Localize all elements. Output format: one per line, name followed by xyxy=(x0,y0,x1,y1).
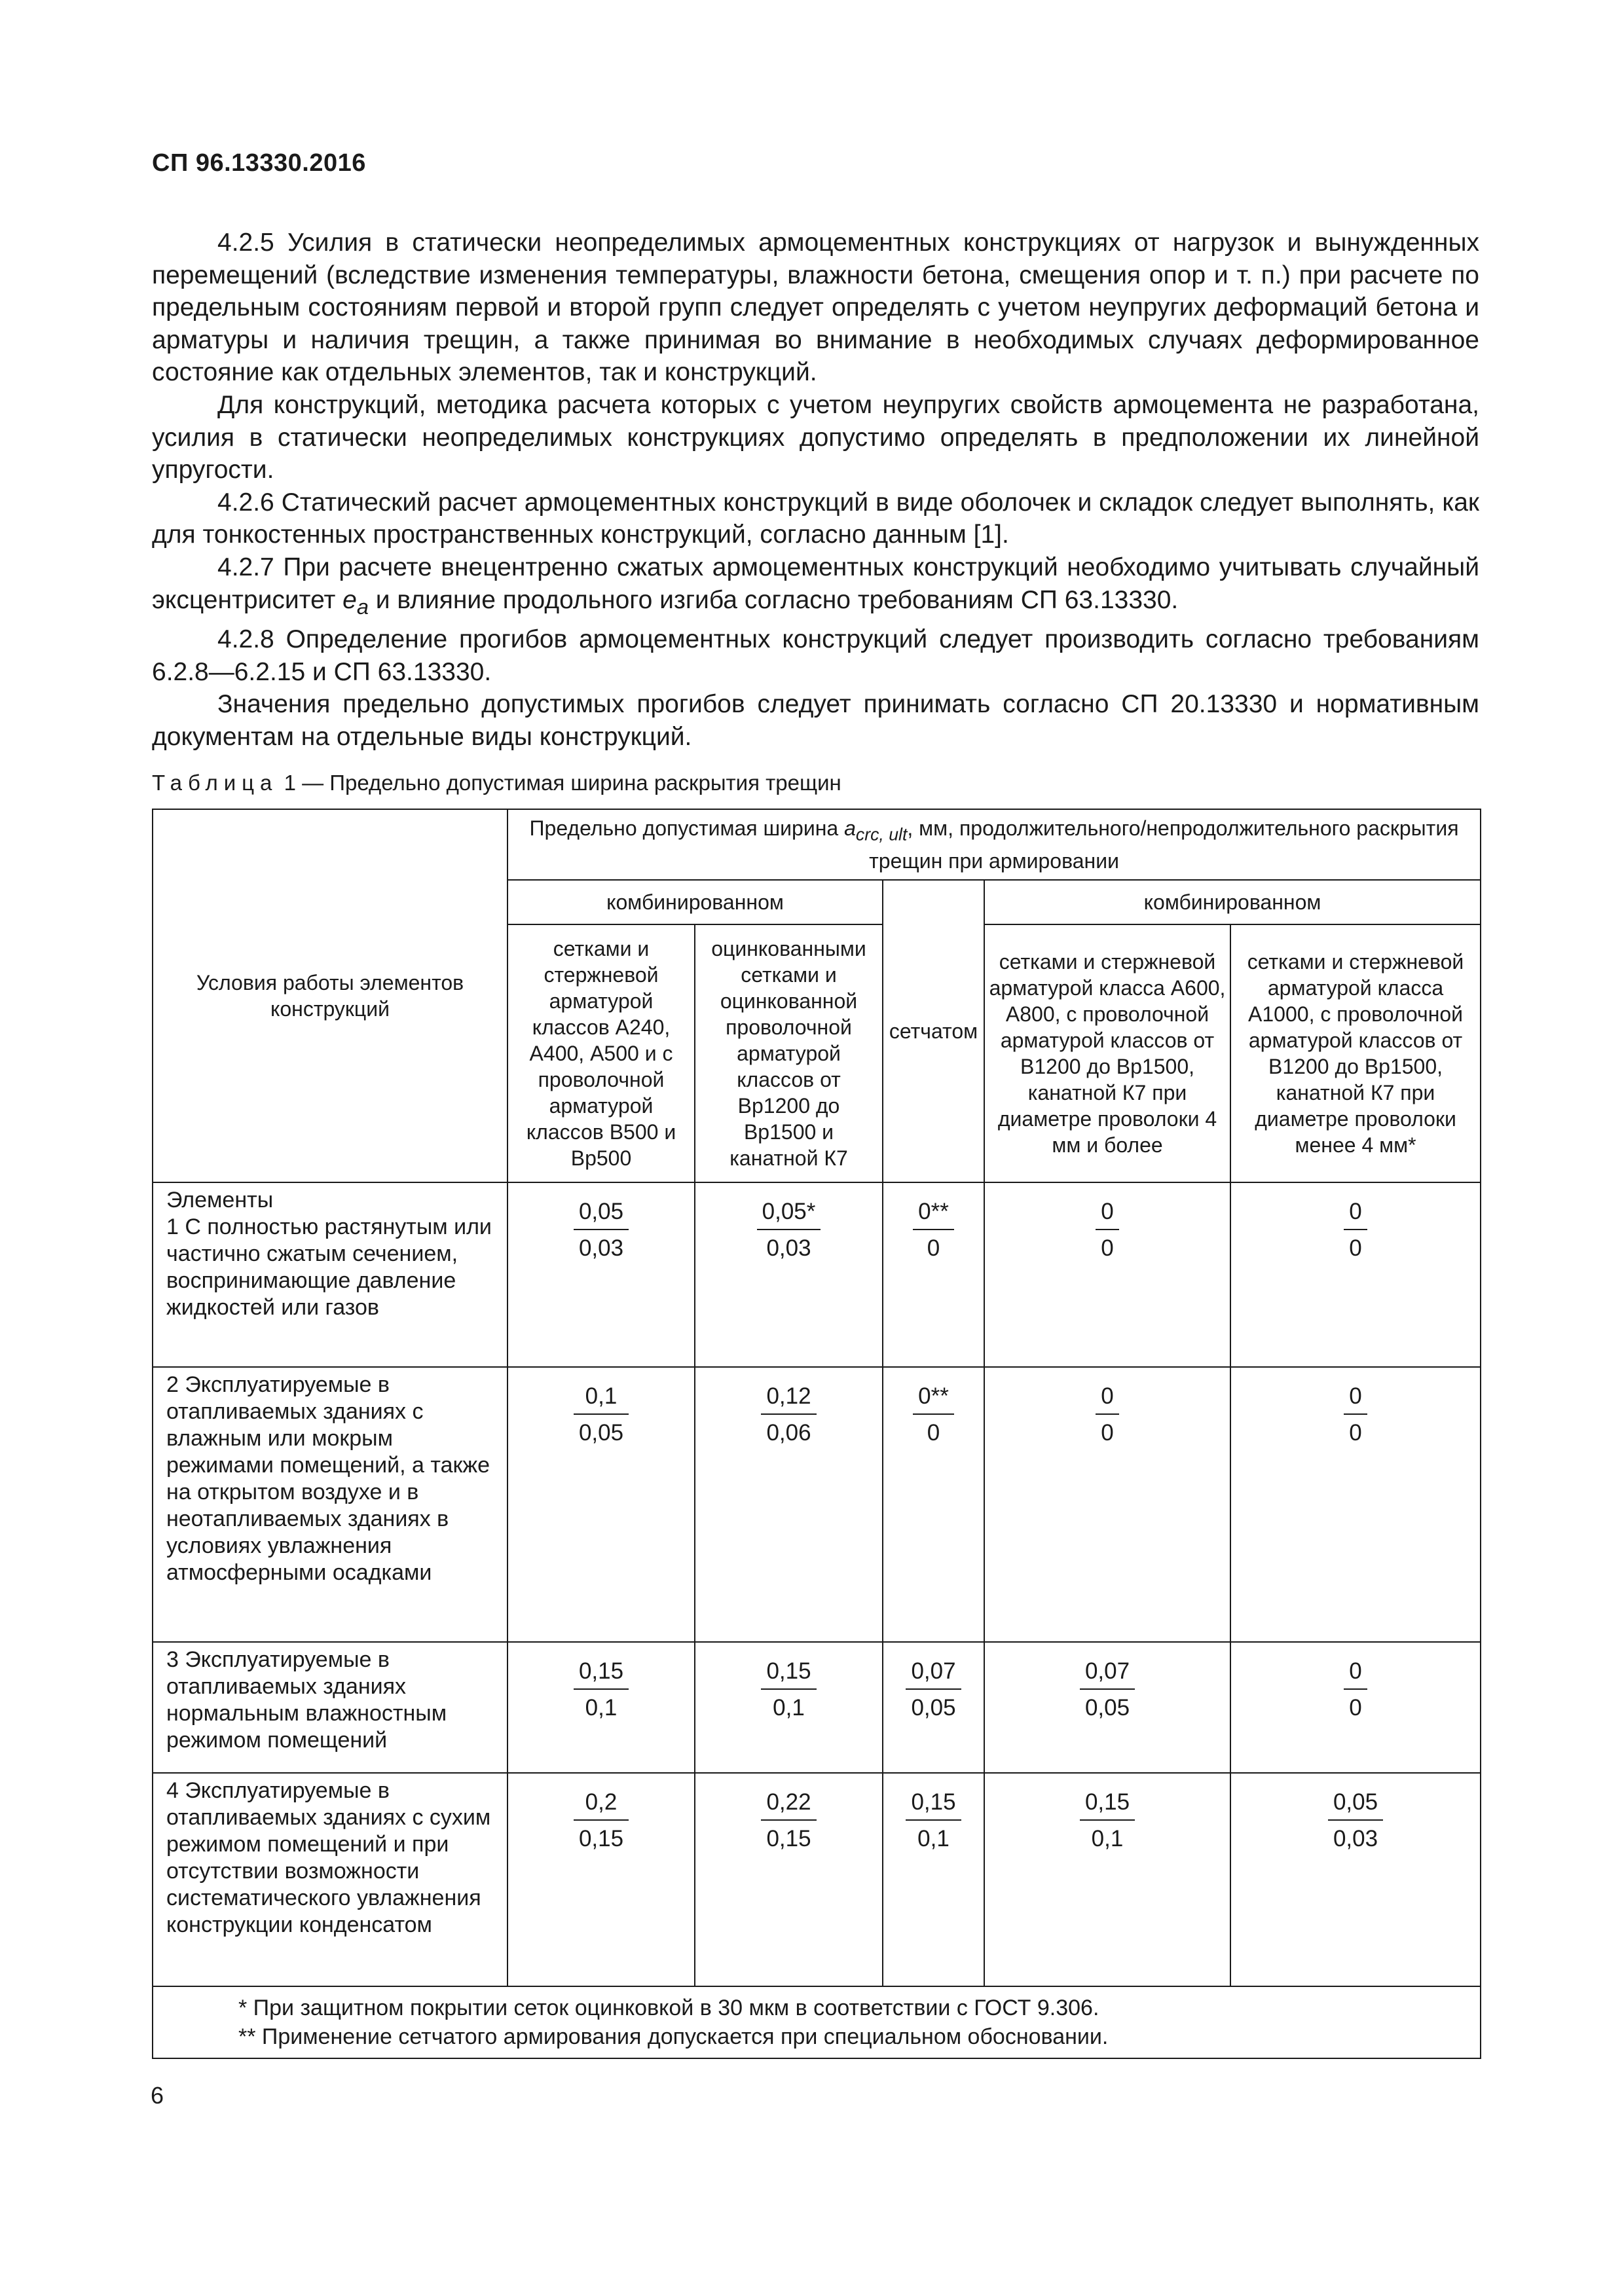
fraction-value: $\frac{0,05}{0,03}$ xyxy=(574,1199,629,1262)
fraction-value: $\frac{0,15}{0,1}$ xyxy=(1080,1789,1135,1852)
fraction-value: $\frac{0}{0}$ xyxy=(1096,1199,1118,1262)
row-label: 4 Эксплуатируемые в отапливаемых зданиях с сухим режимом помещений и при отсутствии возможности систематического увлажнения конструкции конденсатом xyxy=(153,1773,507,1986)
fraction-value: $\frac{0}{0}$ xyxy=(1344,1383,1367,1446)
fraction-value: $\frac{0,15}{0,1}$ xyxy=(574,1658,629,1721)
table-notes xyxy=(153,1986,1481,2058)
paragraph-4-2-8: 4.2.8 Определение прогибов армоцементных конструкций следует производить согласно требованиям 6.2.8—6.2.15 и СП 63.13330. xyxy=(152,625,1479,686)
row-label: 2 Эксплуатируемые в отапливаемых зданиях с влажным или мокрым режимами помещений, а также на открытом воздухе и в неотапливаемых зданиях в условиях увлажнения атмосферными осадками xyxy=(153,1367,507,1642)
header-col-5: сетками и стержневой арматурой класса А1000, с проволочной арматурой классов от В1200 до Вр1500, канатной К7 при диаметре проволоки менее 4 мм* xyxy=(1230,924,1481,1182)
fraction-value: $\frac{0,07}{0,05}$ xyxy=(1080,1658,1135,1721)
fraction-value: $\frac{0}{0}$ xyxy=(1344,1658,1367,1721)
fraction-value: $\frac{0,15}{0,1}$ xyxy=(906,1789,961,1852)
body-text xyxy=(152,227,1479,753)
fraction-value: $\frac{0}{0}$ xyxy=(1096,1383,1118,1446)
header-combined-left: комбинированном xyxy=(507,880,883,924)
fraction-value: $\frac{0,1}{0,05}$ xyxy=(574,1383,629,1446)
fraction-value: $\frac{0,15}{0,1}$ xyxy=(761,1658,816,1721)
fraction-value: $\frac{0}{0}$ xyxy=(1344,1199,1367,1262)
crack-width-table xyxy=(152,809,1481,2059)
row-label: 3 Эксплуатируемые в отапливаемых зданиях нормальным влажностным режимом помещений xyxy=(153,1642,507,1773)
table-row xyxy=(153,1367,1481,1642)
paragraph-linear-elasticity: Для конструкций, методика расчета которых с учетом неупругих свойств армоцемента не разработана, усилия в статически неопределимых конструкциях допустимо определять в предположении их линейной упругости. xyxy=(152,390,1479,484)
header-col-1: сетками и стержневой арматурой классов А240, А400, А500 и с проволочной арматурой классов В500 и Вр500 xyxy=(507,924,695,1182)
table-body xyxy=(153,1182,1481,2058)
fraction-value: $\frac{0,2}{0,15}$ xyxy=(574,1789,629,1852)
header-col-4: сетками и стержневой арматурой класса А600, А800, с проволочной арматурой классов от В1200 до Вр1500, канатной К7 при диаметре проволоки 4 мм и более xyxy=(984,924,1230,1182)
table-caption: Таблица 1 — Предельно допустимая ширина раскрытия трещин xyxy=(152,771,841,795)
paragraph-4-2-5: 4.2.5 Усилия в статически неопределимых армоцементных конструкциях от нагрузок и вынужденных перемещений (вследствие изменения температуры, влажности бетона, смещения опор и т. п.) при расчете по предельным состояниям первой и второй групп следует определять с учетом неупругих деформаций бетона и арматуры и наличия трещин, а также принимая во внимание в необходимых случаях деформированное состояние как отдельных элементов, так и конструкций. xyxy=(152,228,1479,387)
table-notes-row xyxy=(153,1986,1481,2058)
table-row xyxy=(153,1642,1481,1773)
table-row xyxy=(153,1182,1481,1367)
table-row xyxy=(153,1773,1481,1986)
fraction-value: $\frac{0,07}{0,05}$ xyxy=(906,1658,961,1721)
page-number: 6 xyxy=(151,2082,164,2109)
note-zinc-coating: * При защитном покрытии сеток оцинковкой в 30 мкм в соответствии с ГОСТ 9.306. xyxy=(238,1995,1099,2020)
header-mesh: сетчатом xyxy=(883,880,984,1182)
paragraph-deflections: Значения предельно допустимых прогибов следует принимать согласно СП 20.13330 и нормативным документам на отдельные виды конструкций. xyxy=(152,690,1479,751)
fraction-value: $\frac{0**}{0}$ xyxy=(913,1383,954,1446)
header-conditions: Условия работы элементов конструкций xyxy=(153,809,507,1182)
paragraph-4-2-6: 4.2.6 Статический расчет армоцементных конструкций в виде оболочек и складок следует выполнять, как для тонкостенных пространственных конструкций, согласно данным [1]. xyxy=(152,488,1479,549)
fraction-value: $\frac{0,05}{0,03}$ xyxy=(1328,1789,1383,1852)
fraction-value: $\frac{0,22}{0,15}$ xyxy=(761,1789,816,1852)
paragraph-4-2-7: 4.2.7 При расчете внецентренно сжатых армоцементных конструкций необходимо учитывать случайный эксцентриситет $e_a$ и влияние продольного изгиба согласно требованиям СП 63.13330. xyxy=(152,553,1479,619)
header-combined-right: комбинированном xyxy=(984,880,1481,924)
header-main: Предельно допустимая ширина $a_{crc, ult}$, мм, продолжительного/непродолжительного раскрытия трещин при армировании xyxy=(507,809,1481,880)
row-label: Элементы 1 С полностью растянутым или частично сжатым сечением, воспринимающие давление жидкостей или газов xyxy=(153,1182,507,1367)
fraction-value: $\frac{0,05*}{0,03}$ xyxy=(757,1199,821,1262)
header-col-2: оцинкованными сетками и оцинкованной проволочной арматурой классов от Вр1200 до Вр1500 и канатной К7 xyxy=(695,924,883,1182)
note-mesh-reinforcement: ** Применение сетчатого армирования допускается при специальном обосновании. xyxy=(238,2024,1109,2049)
fraction-value: $\frac{0**}{0}$ xyxy=(913,1199,954,1262)
fraction-value: $\frac{0,12}{0,06}$ xyxy=(761,1383,816,1446)
document-code: СП 96.13330.2016 xyxy=(152,149,366,177)
